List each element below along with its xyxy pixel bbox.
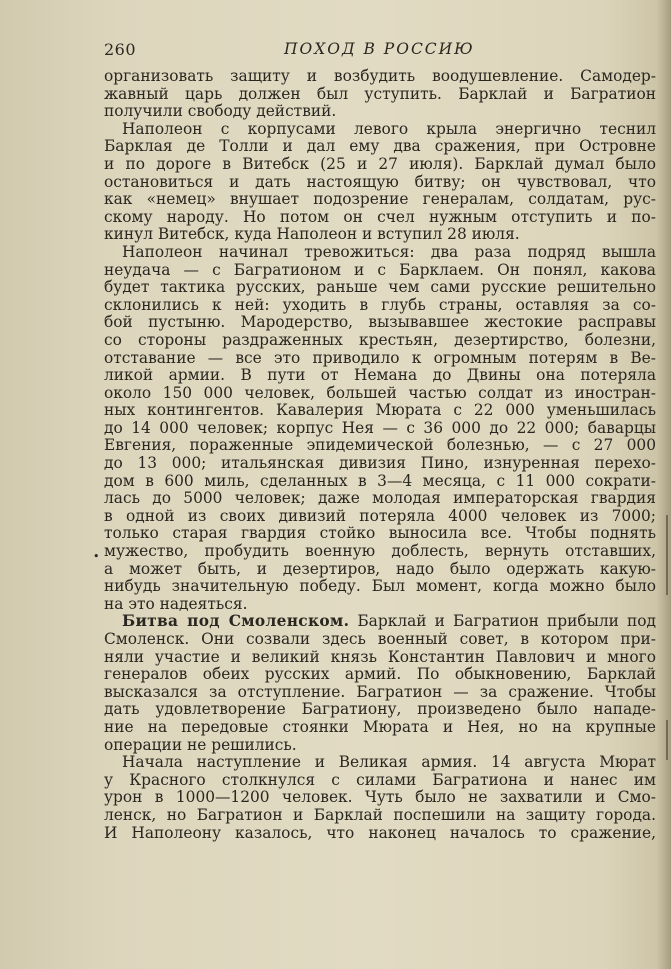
text-line: урон в 1000—1200 человек. Чуть было не захватили и Смо- — [104, 788, 656, 807]
text-line: у Красного столкнулся с силами Багратиона и нанес им — [104, 770, 656, 789]
text-line: И Наполеону казалось, что наконец началось то сражение, — [104, 823, 656, 842]
text-line: Евгения, пораженные эпидемической болезнью, — с 27 000 — [104, 436, 656, 455]
text-line: в одной из своих дивизий потеряла 4000 человек из 7000; — [104, 506, 656, 525]
margin-mark: • — [93, 550, 100, 563]
text-line: и по дороге в Витебск (25 и 27 июля). Барклай думал было — [104, 154, 656, 173]
text-line: кинул Витебск, куда Наполеон и вступил 28 июля. — [104, 225, 520, 244]
running-title: ПОХОД В РОССИЮ — [284, 40, 475, 58]
text-line: Барклая де Толли и дал ему два сражения, при Островне — [104, 137, 656, 156]
running-header — [104, 40, 656, 62]
text-line: остановиться и дать настоящую битву; он чувствовал, что — [104, 172, 656, 191]
text-line: Смоленск. Они созвали здесь военный совет, в котором при- — [104, 630, 656, 648]
text-line: операции не решились. — [104, 735, 297, 754]
text-line: Наполеон начинал тревожиться: два раза подряд вышла — [122, 242, 656, 261]
text-line: отставание — все это приводило к огромным потерям в Ве- — [104, 348, 656, 367]
text-line: дать удовлетворение Багратиону, произведено было нападе- — [104, 700, 656, 719]
text-line: до 13 000; итальянская дивизия Пино, изнуренная перехо- — [104, 454, 656, 473]
text-line: будет тактика русских, раньше чем сами русские решительно — [104, 278, 656, 297]
text-line-content: Барклай и Багратион прибыли под — [349, 612, 656, 631]
text-line: мужество, пробудить военную доблесть, вернуть отставших, — [104, 542, 656, 561]
section-heading: Битва под Смоленском. — [122, 612, 350, 631]
text-line: няли участие и великий князь Константин Павлович и много — [104, 647, 656, 666]
page-number: 260 — [104, 40, 137, 59]
text-line: лась до 5000 человек; даже молодая императорская гвардия — [104, 489, 656, 508]
text-line: ленск, но Багратион и Барклай поспешили на защиту города. — [104, 805, 656, 824]
text-line: Наполеон с корпусами левого крыла энергично теснил — [122, 119, 656, 138]
page-edge-shadow — [657, 0, 671, 969]
text-line: получили свободу действий. — [104, 102, 337, 121]
text-line: а может быть, и дезертиров, надо было одержать какую- — [104, 559, 656, 578]
text-line: на это надеяться. — [104, 594, 248, 613]
text-line: дом в 600 миль, сделанных в 3—4 месяца, с 11 000 сократи- — [104, 471, 656, 490]
text-line: жавный царь должен был уступить. Барклай и Багратион — [104, 84, 656, 103]
text-line: Начала наступление и Великая армия. 14 августа Мюрат — [122, 753, 656, 772]
body-text — [104, 68, 656, 842]
text-line: как «немец» внушает подозрение генералам, солдатам, рус- — [104, 190, 656, 209]
text-line — [104, 613, 656, 631]
text-line: высказался за отступление. Багратион — за сражение. Чтобы — [104, 682, 656, 701]
text-line: около 150 000 человек, большей частью солдат из иностран- — [104, 383, 656, 402]
text-line: скому народу. Но потом он счел нужным отступить и по- — [104, 207, 656, 226]
text-line: неудача — с Багратионом и с Барклаем. Он понял, какова — [104, 260, 656, 279]
text-line: бой пустыню. Мародерство, вызывавшее жестокие расправы — [104, 313, 656, 332]
text-line: со стороны раздраженных крестьян, дезертирство, болезни, — [104, 330, 656, 349]
text-line: организовать защиту и возбудить воодушевление. Самодер- — [104, 67, 656, 85]
page-edge-mark — [666, 515, 668, 595]
text-line: ных контингентов. Кавалерия Мюрата с 22 000 уменьшилась — [104, 401, 656, 420]
text-line: склонились к ней: уходить в глубь страны, оставляя за со- — [104, 295, 656, 314]
page-edge-mark — [666, 720, 668, 760]
text-line: ликой армии. В пути от Немана до Двины она потеряла — [104, 366, 656, 385]
text-line: только старая гвардия стойко выносила все. Чтобы поднять — [104, 524, 656, 543]
text-line: ние на передовые стоянки Мюрата и Нея, но на крупные — [104, 717, 656, 736]
text-line: до 14 000 человек; корпус Нея — с 36 000 до 22 000; баварцы — [104, 418, 656, 437]
text-line: генералов обеих русских армий. По обыкновению, Барклай — [104, 665, 656, 684]
text-line: нибудь значительную победу. Был момент, когда можно было — [104, 577, 656, 596]
